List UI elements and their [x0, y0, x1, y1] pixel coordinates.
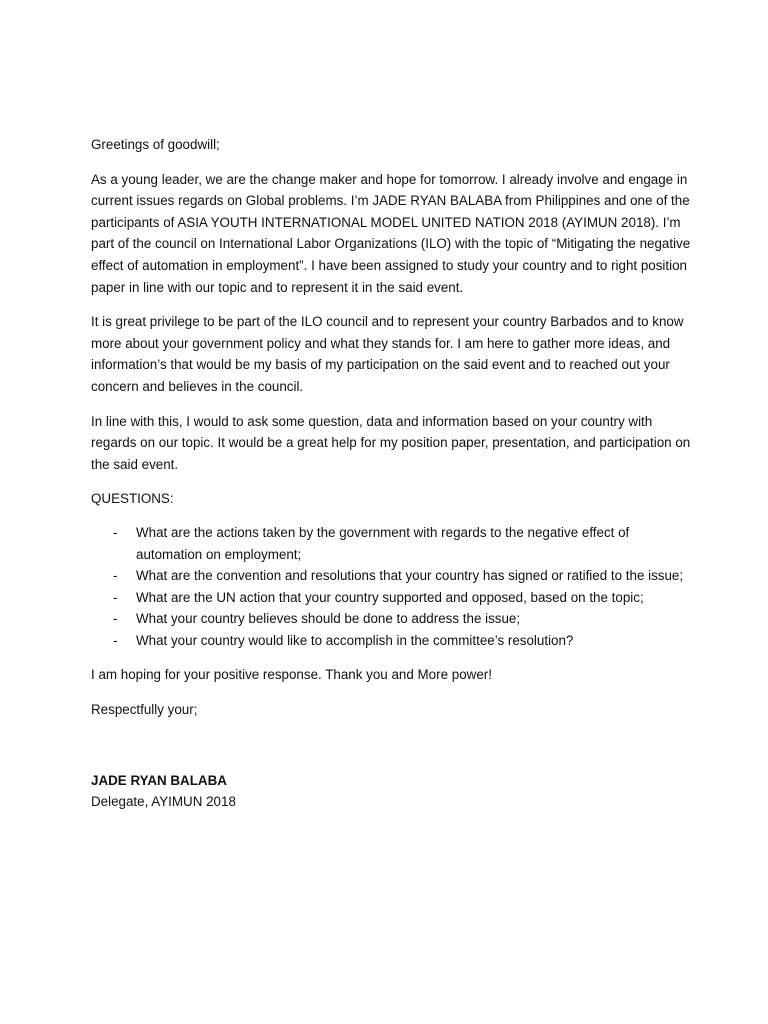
question-text: What are the actions taken by the government with regards to the negative effect of automation on employment;	[136, 524, 630, 562]
greeting: Greetings of goodwill;	[91, 137, 220, 152]
question-item	[91, 522, 691, 565]
signature-space	[91, 734, 691, 770]
signer-role: Delegate, AYIMUN 2018	[91, 794, 236, 810]
bullet-dash: -	[113, 524, 118, 540]
bullet-dash: -	[113, 589, 118, 605]
question-item	[91, 565, 691, 587]
closing-salutation: Respectfully your;	[91, 702, 198, 718]
question-text: What are the convention and resolutions that your country has signed or ratified to the issue;	[136, 568, 684, 584]
closing-line: I am hoping for your positive response. Thank you and More power!	[91, 667, 492, 683]
bullet-dash: -	[113, 568, 118, 584]
bullet-dash: -	[113, 632, 118, 648]
question-text: What are the UN action that your country supported and opposed, based on the topic;	[136, 589, 644, 605]
bullet-dash: -	[113, 611, 118, 627]
question-item	[91, 630, 691, 652]
letter-body	[91, 134, 691, 813]
questions-heading: QUESTIONS:	[91, 491, 174, 507]
question-item	[91, 608, 691, 630]
question-item	[91, 587, 691, 609]
paragraph-request: In line with this, I would to ask some question, data and information based on your country with regards on our topic. It would be a great help for my position paper, presentation, and participation on the said event.	[91, 413, 691, 472]
paragraph-privilege: It is great privilege to be part of the ILO council and to represent your country Barbados and to know more about your government policy and what they stands for. I am here to gather more ideas, and information’s that would be my basis of my participation on the said event and to reached out your concern and believes in the council.	[91, 314, 684, 394]
question-text: What your country believes should be done to address the issue;	[136, 611, 521, 627]
signer-name: JADE RYAN BALABA	[91, 772, 227, 788]
paragraph-intro: As a young leader, we are the change maker and hope for tomorrow. I already involve and engage in current issues regards on Global problems. I’m JADE RYAN BALABA from Philippines and one of the participants of ASIA YOUTH INTERNATIONAL MODEL UNITED NATION 2018 (AYIMUN 2018). I’m part of the council on International Labor Organizations (ILO) with the topic of “Mitigating the negative effect of automation in employment”. I have been assigned to study your country and to right position paper in line with our topic and to represent it in the said event.	[91, 171, 691, 295]
questions-list	[91, 522, 691, 652]
question-text: What your country would like to accomplish in the committee’s resolution?	[136, 632, 574, 648]
